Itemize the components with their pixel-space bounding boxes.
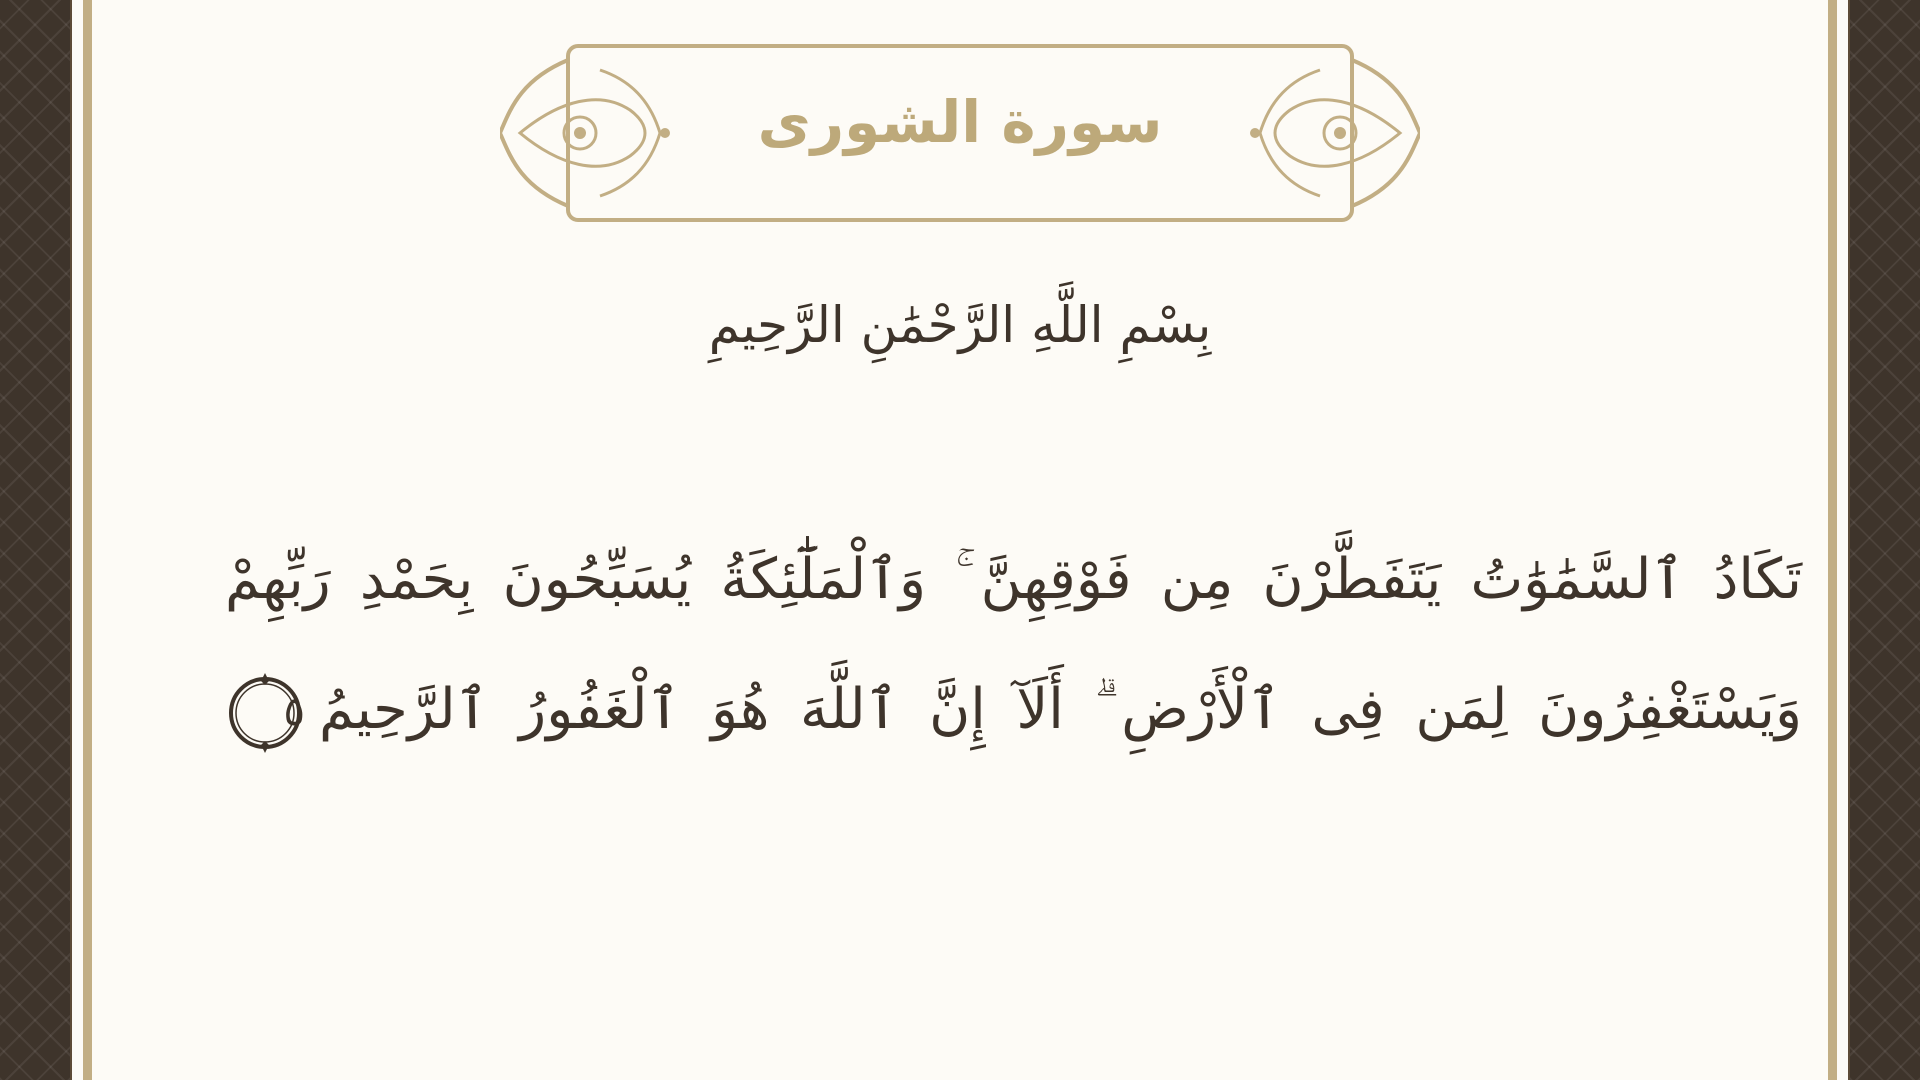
right-border-edge	[1848, 0, 1850, 1080]
verse-line-2-text: وَيَسْتَغْفِرُونَ لِمَن فِى ٱلْأَرْضِ ۗ أَلَآ إِنَّ ٱللَّهَ هُوَ ٱلْغَفُورُ ٱلرَّحِيمُ	[319, 677, 1802, 742]
right-ornamental-border	[1850, 0, 1920, 1080]
verse-line-1: تَكَادُ ٱلسَّمَٰوَٰتُ يَتَفَطَّرْنَ مِن فَوْقِهِنَّ ۚ وَٱلْمَلَٰٓئِكَةُ يُسَبِّحُونَ بِحَمْدِ رَبِّهِمْ	[225, 547, 1802, 612]
verse-text	[225, 515, 1802, 775]
left-border-edge	[70, 0, 72, 1080]
left-ornamental-border	[0, 0, 70, 1080]
surah-title: سورة الشورى	[757, 88, 1163, 156]
left-gold-frame-line	[83, 0, 92, 1080]
basmala: بِسْمِ اللَّهِ الرَّحْمَٰنِ الرَّحِيمِ	[708, 296, 1212, 354]
verse-line-2	[225, 645, 1802, 775]
right-gold-frame-line	[1828, 0, 1837, 1080]
ayah-number: ٥	[283, 688, 305, 735]
surah-title-cartouche	[500, 40, 1420, 226]
ayah-number-marker	[225, 673, 305, 753]
